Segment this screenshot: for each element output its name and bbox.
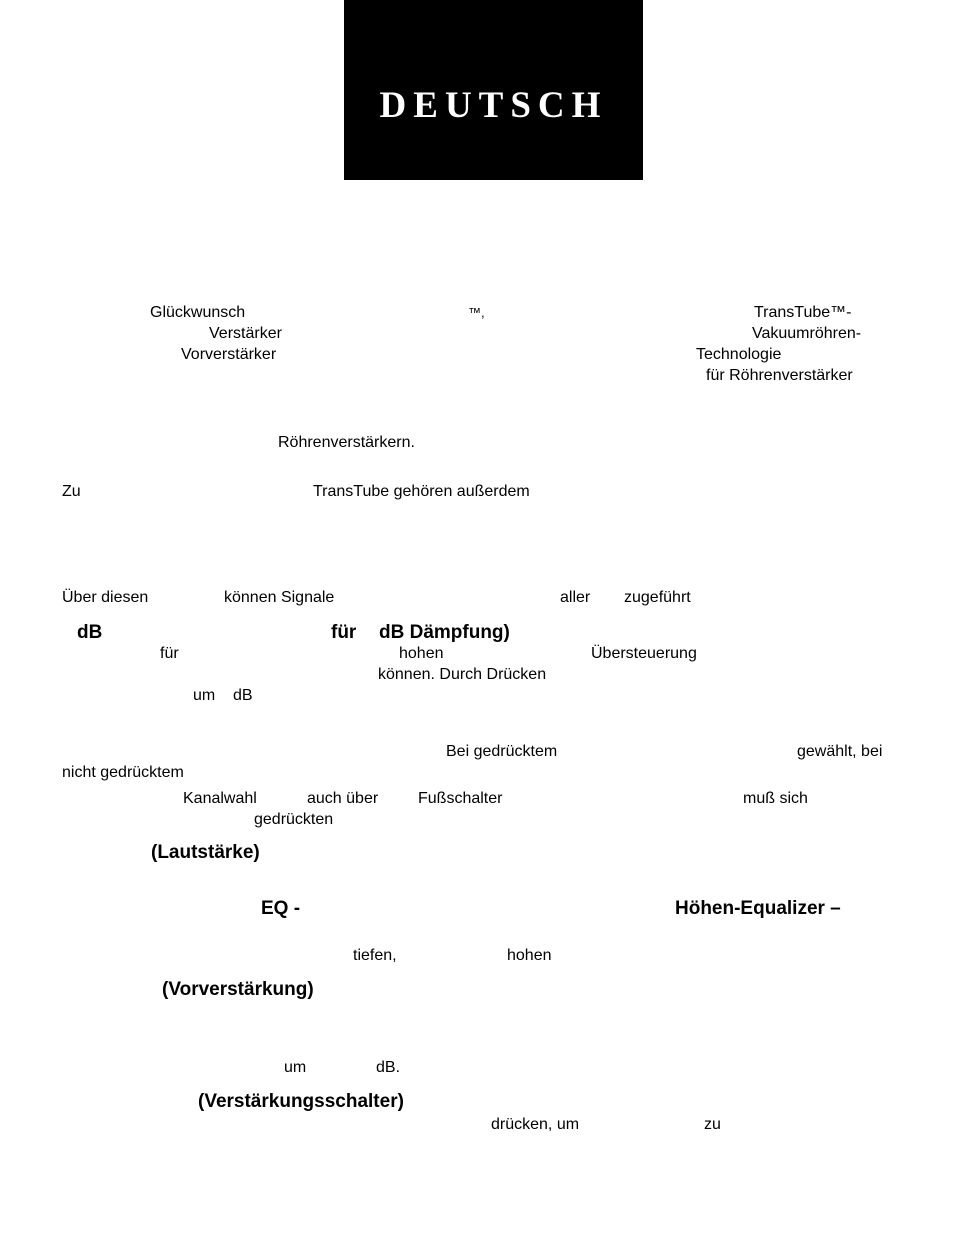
text-fragment: um bbox=[193, 687, 216, 704]
language-banner bbox=[344, 0, 643, 180]
text-fragment: für Röhrenverstärker bbox=[706, 367, 853, 384]
text-fragment: Kanalwahl bbox=[183, 790, 257, 807]
text-fragment: TransTube™- bbox=[754, 304, 852, 321]
text-fragment: Zu bbox=[62, 483, 81, 500]
text-fragment: nicht gedrücktem bbox=[62, 764, 184, 781]
text-fragment: (Verstärkungsschalter) bbox=[198, 1091, 404, 1112]
text-fragment: drücken, um bbox=[491, 1116, 580, 1133]
text-fragment: Fußschalter bbox=[418, 790, 503, 807]
text-fragment: gewählt, bei bbox=[797, 743, 883, 760]
text-fragment: Vorverstärker bbox=[181, 346, 277, 363]
text-fragment: tiefen, bbox=[353, 947, 397, 964]
text-fragment: (Lautstärke) bbox=[151, 842, 260, 863]
text-fragment: dB bbox=[233, 687, 253, 704]
text-fragment: dB. bbox=[376, 1059, 401, 1076]
text-fragment: (Vorverstärkung) bbox=[162, 979, 314, 1000]
text-fragment: zugeführt bbox=[624, 589, 691, 606]
text-fragment: zu bbox=[704, 1116, 721, 1133]
text-fragment: Verstärker bbox=[209, 325, 282, 342]
text-fragment: für bbox=[160, 645, 179, 662]
text-fragment: Technologie bbox=[696, 346, 782, 363]
text-fragment: können Signale bbox=[224, 589, 335, 606]
text-fragment: Glückwunsch bbox=[150, 304, 246, 321]
text-fragment: hohen bbox=[507, 947, 552, 964]
text-fragment: gedrückten bbox=[254, 811, 334, 828]
text-fragment: können. Durch Drücken bbox=[378, 666, 547, 683]
text-fragment: um bbox=[284, 1059, 307, 1076]
text-fragment: aller bbox=[560, 589, 591, 606]
text-fragment: EQ - bbox=[261, 898, 301, 919]
text-fragment: Röhrenverstärkern. bbox=[278, 434, 415, 451]
text-fragment: auch über bbox=[307, 790, 379, 807]
banner-title: DEUTSCH bbox=[379, 85, 608, 126]
text-fragment: Bei gedrücktem bbox=[446, 743, 558, 760]
text-fragment: Vakuumröhren- bbox=[752, 325, 862, 342]
text-fragment: Übersteuerung bbox=[591, 645, 697, 662]
text-fragment: dB Dämpfung) bbox=[379, 622, 510, 643]
text-fragment: hohen bbox=[399, 645, 444, 662]
text-fragment: ™, bbox=[468, 305, 485, 320]
text-fragment: dB bbox=[77, 622, 103, 643]
text-fragment: muß sich bbox=[743, 790, 808, 807]
text-fragment: TransTube gehören außerdem bbox=[313, 483, 530, 500]
text-fragment: Über diesen bbox=[62, 589, 149, 606]
text-fragment: Höhen-Equalizer – bbox=[675, 898, 841, 919]
text-fragment: für bbox=[331, 622, 357, 643]
